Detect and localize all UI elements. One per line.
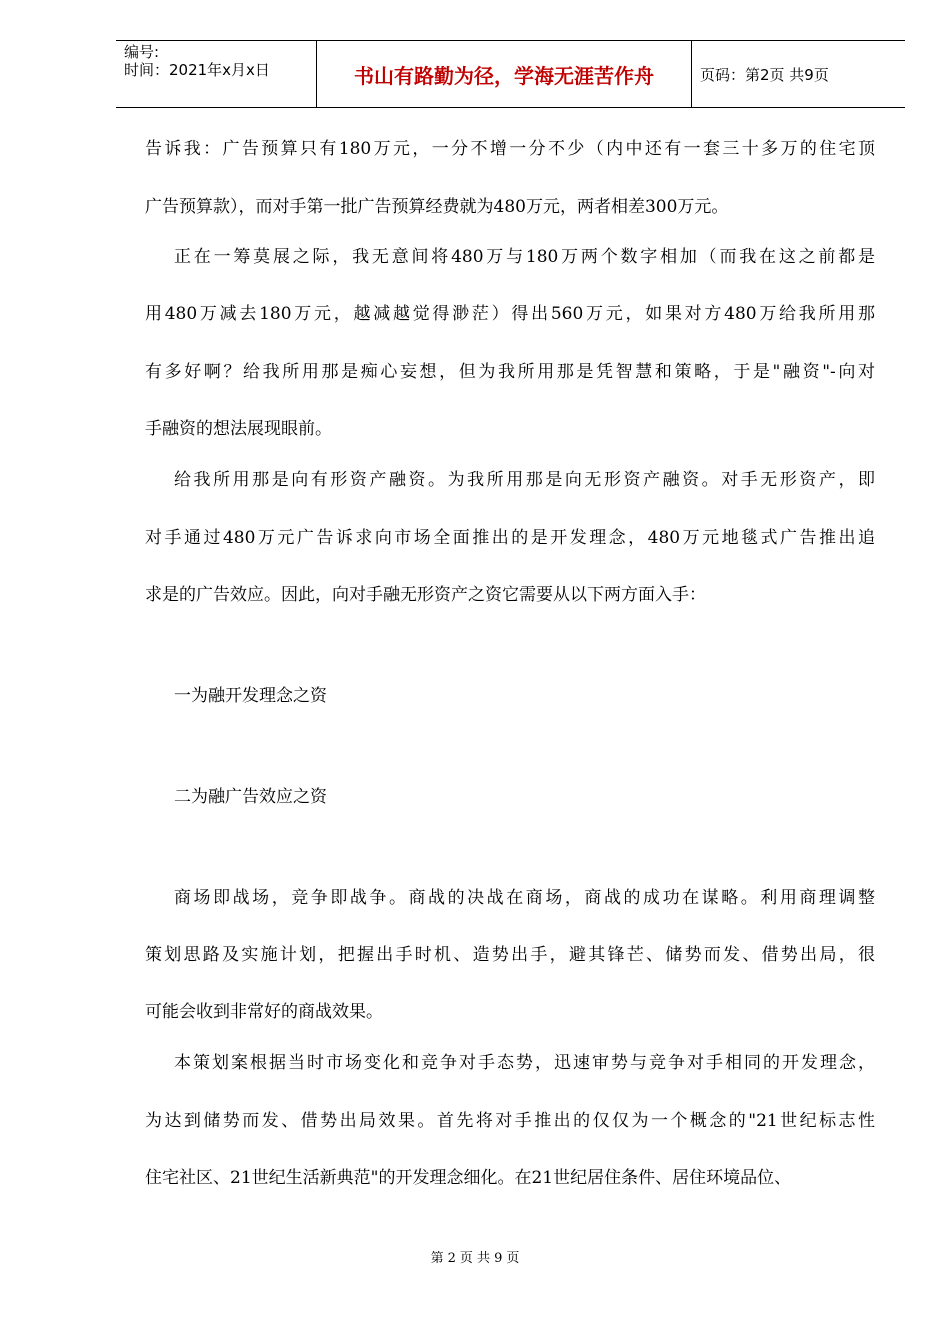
page-info: 页码：第2页 共9页 (700, 65, 829, 84)
paragraph-line: 为达到储势而发、借势出局效果。首先将对手推出的仅仅为一个概念的"21世纪标志性 (145, 1111, 875, 1131)
paragraph-line: 用480万减去180万元，越减越觉得渺茫）得出560万元，如果对方480万给我所用那 (145, 304, 875, 324)
header-motto-cell (316, 41, 692, 107)
header-page-cell (692, 41, 905, 107)
footer-mid: 页 共 (459, 1251, 491, 1266)
paragraph-line: 策划思路及实施计划，把握出手时机、造势出手，避其锋芒、储势而发、借势出局，很 (145, 945, 875, 965)
footer-suffix: 页 (506, 1251, 520, 1266)
paragraph-line: 住宅社区、21世纪生活新典范"的开发理念细化。在21世纪居住条件、居住环境品位、 (145, 1168, 792, 1188)
date-label: 时间：2021年x月x日 (124, 61, 270, 79)
footer-page-number: 2 (447, 1251, 456, 1266)
footer-prefix: 第 (430, 1251, 444, 1266)
paragraph-line: 求是的广告效应。因此，向对手融无形资产之资它需要从以下两方面入手： (145, 585, 706, 605)
paragraph-line: 广告预算款），而对手第一批广告预算经费就为480万元，两者相差300万元。 (145, 197, 729, 217)
footer-total-pages: 9 (494, 1251, 503, 1266)
paragraph-line: 有多好啊？给我所用那是痴心妄想，但为我所用那是凭智慧和策略，于是"融资"-向对 (145, 362, 875, 382)
list-item: 一为融开发理念之资 (174, 686, 327, 706)
header-meta-cell (116, 41, 316, 107)
paragraph-line: 正在一筹莫展之际，我无意间将480万与180万两个数字相加（而我在这之前都是 (174, 247, 875, 267)
motto-text: 书山有路勤为径，学海无涯苦作舟 (354, 63, 654, 88)
page-footer (0, 1247, 950, 1266)
paragraph-line: 给我所用那是向有形资产融资。为我所用那是向无形资产融资。对手无形资产，即 (174, 470, 875, 490)
paragraph-line: 商场即战场，竞争即战争。商战的决战在商场，商战的成功在谋略。利用商理调整 (174, 888, 875, 908)
list-item: 二为融广告效应之资 (174, 787, 327, 807)
paragraph-line: 告诉我：广告预算只有180万元，一分不增一分不少（内中还有一套三十多万的住宅顶 (145, 139, 875, 159)
paragraph-line: 可能会收到非常好的商战效果。 (145, 1002, 383, 1022)
doc-number-label: 编号: (124, 43, 160, 61)
page-header (116, 40, 905, 108)
paragraph-line: 手融资的想法展现眼前。 (145, 419, 332, 439)
paragraph-line: 对手通过480万元广告诉求向市场全面推出的是开发理念，480万元地毯式广告推出追 (145, 528, 875, 548)
paragraph-line: 本策划案根据当时市场变化和竞争对手态势，迅速审势与竞争对手相同的开发理念， (174, 1053, 875, 1073)
